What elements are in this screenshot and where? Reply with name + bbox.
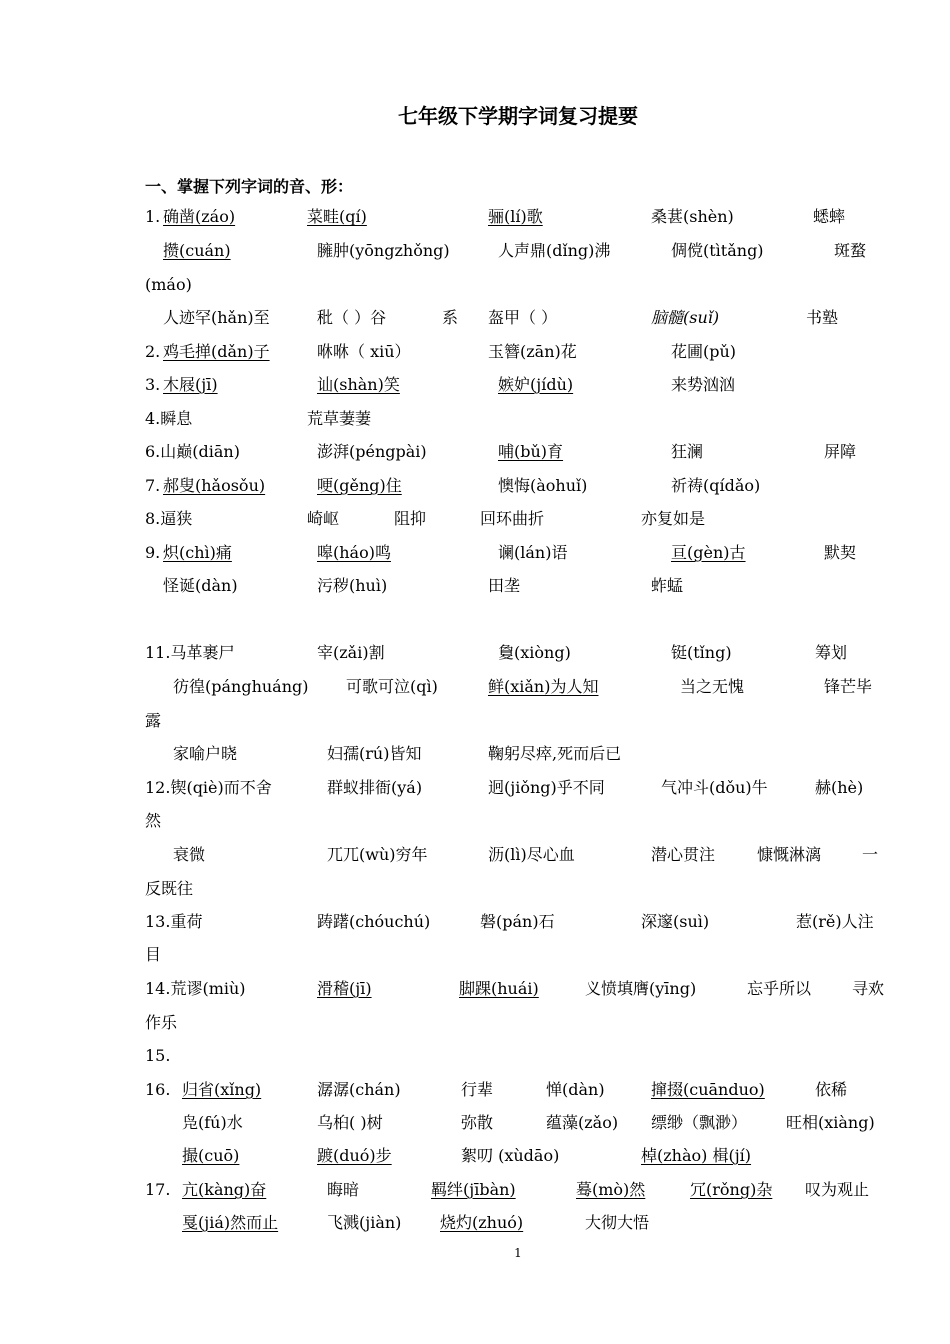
vocab-term: 17. [145, 1180, 171, 1199]
vocab-term: 惹(rě)人注 [796, 912, 874, 931]
vocab-term: 狂澜 [671, 442, 704, 461]
vocab-term: 戛(jiá)然而止 [182, 1213, 279, 1232]
vocab-term: 衰微 [173, 845, 206, 864]
vocab-line [0, 876, 950, 902]
vocab-term: 玉簪(zān)花 [488, 342, 577, 361]
vocab-line [0, 1210, 950, 1236]
vocab-term: 嫉妒(jídù) [498, 375, 574, 394]
vocab-term: 屏障 [824, 442, 857, 461]
vocab-term: 铤(tǐng) [671, 643, 732, 662]
vocab-term: 潜心贯注 [651, 845, 716, 864]
vocab-term: 蓦(mò)然 [576, 1180, 646, 1199]
vocab-term: 作乐 [145, 1013, 178, 1032]
vocab-line [0, 305, 950, 331]
vocab-line [0, 540, 950, 566]
vocab-term: 脚踝(huái) [459, 979, 539, 998]
vocab-term: 花圃(pǔ) [671, 342, 737, 361]
vocab-term: 人声鼎(dǐng)沸 [498, 241, 611, 260]
vocab-term: 群蚁排衙(yá) [327, 778, 423, 797]
vocab-term: 16. [145, 1080, 171, 1099]
vocab-term: 确凿(záo) [163, 207, 236, 226]
vocab-term: 目 [145, 945, 162, 964]
vocab-term: 阻抑 [394, 509, 427, 528]
vocab-term: 行辈 [461, 1080, 494, 1099]
vocab-term: 飞溅(jiàn) [327, 1213, 402, 1232]
vocab-term: 13.重荷 [145, 912, 203, 931]
vocab-term: 祈祷(qídǎo) [671, 476, 761, 495]
vocab-line [0, 1043, 950, 1069]
vocab-line [0, 1077, 950, 1103]
vocab-term: 讪(shàn)笑 [317, 375, 400, 394]
vocab-line [0, 909, 950, 935]
vocab-term: 4.瞬息 [145, 409, 193, 428]
vocab-term: 一 [862, 845, 879, 864]
vocab-term: (máo) [145, 275, 192, 294]
vocab-line [0, 808, 950, 834]
vocab-term: 然 [145, 811, 162, 830]
vocab-term: 滑稽(jī) [317, 979, 372, 998]
vocab-term: 桑葚(shèn) [651, 207, 734, 226]
vocab-term: 亘(gèn)古 [671, 543, 746, 562]
vocab-term: 旺相(xiàng) [786, 1113, 875, 1132]
vocab-line [0, 640, 950, 666]
vocab-term: 气冲斗(dǒu)牛 [661, 778, 768, 797]
vocab-term: 12.锲(qiè)而不舍 [145, 778, 272, 797]
vocab-term: 15. [145, 1046, 171, 1065]
vocab-term: 8.逼狭 [145, 509, 193, 528]
vocab-term: 深邃(suì) [641, 912, 710, 931]
vocab-term: 懊悔(àohuǐ) [498, 476, 588, 495]
vocab-term: 磐(pán)石 [480, 912, 555, 931]
vocab-term: 蚱蜢 [651, 576, 684, 595]
vocab-term: 撮(cuō) [182, 1146, 240, 1165]
vocab-line [0, 775, 950, 801]
vocab-term: 锋芒毕 [824, 677, 873, 696]
vocab-term: 来势汹汹 [671, 375, 736, 394]
vocab-term: 11.马革裹尸 [145, 643, 235, 662]
vocab-term: 弥散 [461, 1113, 494, 1132]
vocab-term: 崎岖 [307, 509, 340, 528]
vocab-term: 露 [145, 711, 162, 730]
vocab-term: 烧灼(zhuó) [440, 1213, 524, 1232]
vocab-term: 筹划 [815, 643, 848, 662]
vocab-term: 回环曲折 [480, 509, 545, 528]
vocab-line [0, 406, 950, 432]
vocab-line [0, 1110, 950, 1136]
vocab-line [0, 238, 950, 264]
vocab-term: 蕴藻(zǎo) [546, 1113, 619, 1132]
vocab-term: 当之无愧 [680, 677, 745, 696]
vocab-line [0, 842, 950, 868]
vocab-line [0, 708, 950, 734]
vocab-line [0, 506, 950, 532]
vocab-term: 宰(zǎi)割 [317, 643, 385, 662]
vocab-term: 攒(cuán) [163, 241, 231, 260]
vocab-term: 沥(lì)尽心血 [488, 845, 575, 864]
vocab-line [0, 473, 950, 499]
vocab-term: 缥缈（飘渺） [651, 1113, 748, 1132]
vocab-term: 家喻户晓 [173, 744, 238, 763]
vocab-term: 依稀 [815, 1080, 848, 1099]
vocab-term: 哺(bǔ)育 [498, 442, 564, 461]
vocab-term: 羁绊(jībàn) [431, 1180, 516, 1199]
vocab-term: 木屐(jī) [163, 375, 218, 394]
vocab-term: 默契 [824, 543, 857, 562]
vocab-term: 6.山巅(diān) [145, 442, 240, 461]
vocab-term: 倜傥(tìtǎng) [671, 241, 764, 260]
vocab-line [0, 1010, 950, 1036]
vocab-term: 义愤填膺(yīng) [585, 979, 697, 998]
vocab-term: 迥(jiǒng)乎不同 [488, 778, 605, 797]
vocab-term: 3. [145, 375, 161, 394]
vocab-term: 菜畦(qí) [307, 207, 367, 226]
vocab-term: 蟋蟀 [813, 207, 846, 226]
page-number: 1 [514, 1246, 522, 1260]
vocab-term: 絮叨 (xùdāo) [461, 1146, 560, 1165]
vocab-line [0, 204, 950, 230]
vocab-line [0, 741, 950, 767]
vocab-term: 亦复如是 [641, 509, 706, 528]
vocab-line [0, 1143, 950, 1169]
vocab-line [0, 372, 950, 398]
vocab-term: 冗(rǒng)杂 [690, 1180, 773, 1199]
vocab-term: 晦暗 [327, 1180, 360, 1199]
vocab-term: 系 [442, 308, 459, 327]
vocab-term: 亢(kàng)奋 [182, 1180, 267, 1199]
vocab-term: 鸡毛掸(dǎn)子 [163, 342, 270, 361]
vocab-term: 乌桕( )树 [317, 1113, 383, 1132]
vocab-term: 澎湃(péngpài) [317, 442, 427, 461]
vocab-term: 谰(lán)语 [498, 543, 568, 562]
vocab-term: 惮(dàn) [546, 1080, 605, 1099]
vocab-term: 鞠躬尽瘁,死而后已 [488, 744, 622, 763]
vocab-term: 忘乎所以 [747, 979, 812, 998]
vocab-term: 14.荒谬(miù) [145, 979, 246, 998]
vocab-term: 赫(hè) [815, 778, 864, 797]
vocab-term: 哽(gěng)住 [317, 476, 402, 495]
vocab-term: 嗥(háo)鸣 [317, 543, 391, 562]
vocab-term: 敻(xiòng) [498, 643, 571, 662]
vocab-term: 撺掇(cuānduo) [651, 1080, 765, 1099]
vocab-term: 骊(lí)歌 [488, 207, 543, 226]
vocab-line [0, 573, 950, 599]
vocab-term: 可歌可泣(qì) [346, 677, 438, 696]
vocab-term: 郝叟(hǎosǒu) [163, 476, 266, 495]
vocab-term: 潺潺(chán) [317, 1080, 401, 1099]
vocab-term: 彷徨(pánghuáng) [173, 677, 309, 696]
vocab-term: 鲜(xiǎn)为人知 [488, 677, 599, 696]
vocab-term: 寻欢 [852, 979, 885, 998]
vocab-term: 叹为观止 [805, 1180, 870, 1199]
document-title: 七年级下学期字词复习提要 [398, 104, 638, 128]
vocab-line [0, 674, 950, 700]
vocab-line [0, 976, 950, 1002]
vocab-term: 脑髓(suǐ) [651, 308, 720, 327]
vocab-line [0, 272, 950, 298]
vocab-term: 1. [145, 207, 161, 226]
vocab-term: 棹(zhào) 楫(jí) [641, 1146, 752, 1165]
vocab-term: 归省(xǐng) [182, 1080, 262, 1099]
vocab-line [0, 439, 950, 465]
vocab-term: 踱(duó)步 [317, 1146, 392, 1165]
vocab-term: 污秽(huì) [317, 576, 388, 595]
vocab-term: 凫(fú)水 [182, 1113, 243, 1132]
vocab-term: 人迹罕(hǎn)至 [163, 308, 270, 327]
vocab-line [0, 1177, 950, 1203]
vocab-term: 臃肿(yōngzhǒng) [317, 241, 450, 260]
vocab-term: 大彻大悟 [585, 1213, 650, 1232]
vocab-term: 兀兀(wù)穷年 [327, 845, 428, 864]
vocab-term: 9. [145, 543, 161, 562]
vocab-term: 荒草萋萋 [307, 409, 372, 428]
vocab-term: 反既往 [145, 879, 194, 898]
vocab-line [0, 942, 950, 968]
vocab-term: 妇孺(rú)皆知 [327, 744, 422, 763]
vocab-term: 2. [145, 342, 161, 361]
vocab-term: 咻咻（ xiū） [317, 342, 411, 361]
vocab-term: 盔甲（ ） [488, 308, 558, 327]
vocab-term: 田垄 [488, 576, 521, 595]
vocab-term: 秕（ ）谷 [317, 308, 387, 327]
section-heading: 一、掌握下列字词的音、形： [145, 177, 354, 196]
vocab-term: 慷慨淋漓 [757, 845, 822, 864]
vocab-term: 7. [145, 476, 161, 495]
vocab-line [0, 339, 950, 365]
vocab-term: 斑蝥 [834, 241, 867, 260]
vocab-term: 炽(chì)痛 [163, 543, 232, 562]
vocab-term: 怪诞(dàn) [163, 576, 238, 595]
vocab-term: 踌躇(chóuchú) [317, 912, 431, 931]
vocab-term: 书塾 [806, 308, 839, 327]
